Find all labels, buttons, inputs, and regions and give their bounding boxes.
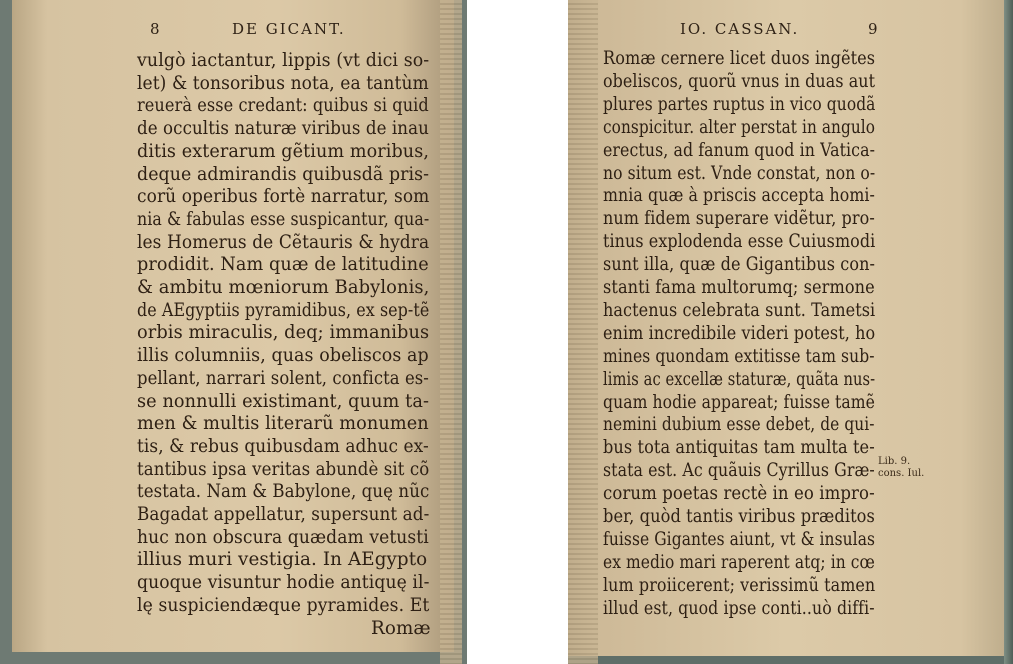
text-line: corum poetas rectè in eo impro- xyxy=(603,483,875,505)
right-running-head: IO. CASSAN. xyxy=(680,20,800,38)
text-line: men & multis literarũ monumen xyxy=(137,413,429,435)
left-running-head: DE GICANT. xyxy=(232,20,346,38)
text-line: Romæ xyxy=(371,617,431,639)
text-line: de occultis naturæ viribus de inau xyxy=(137,118,429,140)
text-line: obeliscos, quorũ vnus in duas aut xyxy=(603,70,876,92)
text-line: les Homerus de Cẽtauris & hydra xyxy=(137,231,430,253)
text-line: mnia quæ à priscis accepta homi- xyxy=(603,185,875,207)
text-line: tis, & rebus quibusdam adhuc ex- xyxy=(137,435,429,457)
text-line: tantibus ipsa veritas abundè sit cõ xyxy=(137,458,430,480)
text-line: lę suspiciendæque pyramides. Et xyxy=(137,594,430,616)
text-line: quoque visuntur hodie antiquę il- xyxy=(137,572,430,594)
text-line: reuerà esse credant: quibus si quid xyxy=(137,95,429,117)
text-line: limis ac excellæ staturæ, quãta nus- xyxy=(603,368,876,390)
text-line: testata. Nam & Babylone, quę nũc xyxy=(137,481,430,503)
text-line: pellant, narrari solent, conficta es- xyxy=(137,367,429,389)
text-line: lum proiicerent; verissimũ tamen xyxy=(603,574,876,596)
text-line: de AEgyptiis pyramidibus, ex sep-tẽ xyxy=(137,299,430,321)
text-line: bus tota antiquitas tam multa te- xyxy=(603,437,875,459)
text-line: & ambitu mœniorum Babylonis, xyxy=(137,277,430,298)
margin-note-line: cons. Iul. xyxy=(878,468,925,479)
text-line: ber, quòd tantis viribus præditos xyxy=(603,506,875,527)
text-line: deque admirandis quibusdã pris- xyxy=(137,163,430,185)
text-line: conspicitur. alter perstat in angulo xyxy=(603,116,876,138)
text-line: nemini dubium esse debet, de qui- xyxy=(603,414,875,436)
text-line: prodidit. Nam quæ de latitudine xyxy=(137,254,429,276)
text-line: corũ operibus fortè narratur, som xyxy=(137,186,430,208)
text-line: sunt illa, quæ de Gigantibus con- xyxy=(603,254,875,276)
cover-edge xyxy=(1004,0,1013,664)
text-line: nia & fabulas esse suspicantur, qua- xyxy=(137,208,430,230)
text-line: orbis miraculis, deq; immanibus xyxy=(137,322,430,344)
right-page-number: 9 xyxy=(868,20,880,38)
text-line: erectus, ad fanum quod in Vatica- xyxy=(603,139,875,161)
text-line: tinus explodenda esse Cuiusmodi xyxy=(603,231,876,253)
text-line: num fidem superare vidẽtur, pro- xyxy=(603,208,875,230)
text-line: Bagadat appellatur, supersunt ad- xyxy=(137,504,430,525)
text-line: huc non obscura quædam vetusti xyxy=(137,526,429,548)
text-line: vulgò iactantur, lippis (vt dici so- xyxy=(137,50,430,71)
text-line: stata est. Ac quãuis Cyrillus Græ- xyxy=(603,460,875,482)
right-page-photo xyxy=(568,0,1013,664)
text-line: plures partes ruptus in vico quodã xyxy=(603,93,876,115)
text-line: stanti fama multorumq; sermone xyxy=(603,277,875,298)
text-line: illius muri vestigia. In AEgypto xyxy=(137,549,428,571)
text-line: no situm est. Vnde constat, non o- xyxy=(603,162,876,184)
margin-note-line: Lib. 9. xyxy=(878,456,911,467)
text-line: mines quondam extitisse tam sub- xyxy=(603,345,875,367)
text-line: se nonnulli existimant, quum ta- xyxy=(137,390,430,412)
left-gutter xyxy=(440,0,462,664)
text-line: illis columniis, quas obeliscos ap xyxy=(137,345,429,367)
text-line: ditis exterarum gẽtium moribus, xyxy=(137,140,430,162)
margin-note xyxy=(878,456,924,480)
text-line: enim incredibile videri potest, ho xyxy=(603,322,876,344)
text-line: Romæ cernere licet duos ingẽtes xyxy=(603,48,876,69)
right-gutter xyxy=(568,0,598,664)
text-line: fuisse Gigantes aiunt, vt & insulas xyxy=(603,528,876,550)
left-page-photo xyxy=(0,0,467,664)
text-line: let) & tonsoribus nota, ea tantùm xyxy=(137,72,429,94)
text-line: quam hodie appareat; fuisse tamẽ xyxy=(603,391,875,413)
left-page-number: 8 xyxy=(150,20,162,38)
text-line: ex medio mari raperent atq; in cœ xyxy=(603,551,875,573)
text-line: hactenus celebrata sunt. Tametsi xyxy=(603,299,876,321)
text-line: illud est, quod ipse conti..uò diffi- xyxy=(603,597,875,619)
